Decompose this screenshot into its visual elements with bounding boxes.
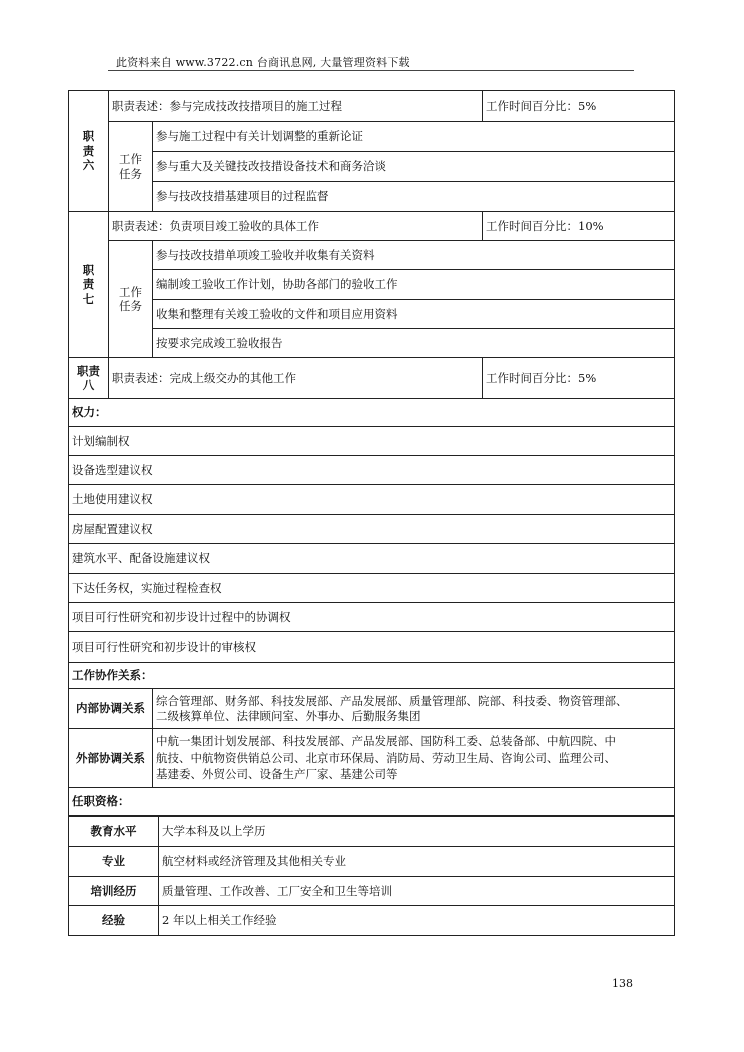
duty-6-label: 职 责 六: [69, 91, 109, 212]
internal-relations-line: 二级核算单位、法律顾问室、外事办、后勤服务集团: [156, 708, 421, 723]
external-relations-line: 中航一集团计划发展部、科技发展部、产品发展部、国防科工委、总装备部、中航四院、中: [156, 733, 616, 748]
duty-6-task-row: [69, 122, 675, 152]
duty-7-time-percentage: 工作时间百分比：10%: [483, 212, 675, 241]
qualification-row: [69, 847, 675, 877]
duty-7-task-label: 工作 任务: [109, 241, 153, 358]
relations-title: 工作协作关系：: [69, 663, 675, 689]
authority-row: [69, 485, 675, 515]
authority-section-header: [69, 399, 675, 427]
education-value: 大学本科及以上学历: [159, 817, 675, 847]
job-description-table: [68, 90, 675, 816]
authority-title: 权力：: [69, 399, 675, 427]
authority-item: 设备选型建议权: [69, 456, 675, 485]
duty-8-label: 职责 八: [69, 358, 109, 399]
experience-value: 2 年以上相关工作经验: [159, 906, 675, 936]
duty-6-task-2: 参与重大及关键技改技措设备技术和商务洽谈: [153, 152, 675, 182]
authority-item: 土地使用建议权: [69, 485, 675, 515]
internal-relations-line: 综合管理部、财务部、科技发展部、产品发展部、质量管理部、院部、科技委、物资管理部、: [156, 694, 628, 709]
authority-item: 下达任务权，实施过程检查权: [69, 574, 675, 603]
duty-7-task-4: 按要求完成竣工验收报告: [153, 329, 675, 358]
authority-row: [69, 544, 675, 574]
duty-7-task-row: [69, 270, 675, 300]
authority-item: 房屋配置建议权: [69, 515, 675, 544]
authority-row: [69, 574, 675, 603]
duty-7-task-2: 编制竣工验收工作计划，协助各部门的验收工作: [153, 270, 675, 300]
authority-item: 项目可行性研究和初步设计过程中的协调权: [69, 603, 675, 632]
duty-7-task-1: 参与技改技措单项竣工验收并收集有关资料: [153, 241, 675, 270]
qualification-row: [69, 877, 675, 906]
duty-7-task-row: [69, 300, 675, 329]
duty-6-summary: 职责表述：参与完成技改技措项目的施工过程: [109, 91, 483, 122]
duty-8-summary: 职责表述：完成上级交办的其他工作: [109, 358, 483, 399]
document-header: 此资料来自 www.3722.cn 台商讯息网, 大量管理资料下载: [116, 56, 410, 69]
experience-label: 经验: [69, 906, 159, 936]
external-relations-content: [153, 729, 675, 788]
authority-row: [69, 632, 675, 663]
relations-section-header: [69, 663, 675, 689]
duty-7-label: 职 责 七: [69, 212, 109, 358]
authority-item: 计划编制权: [69, 427, 675, 456]
external-relations-row: [69, 729, 675, 788]
authority-item: 项目可行性研究和初步设计的审核权: [69, 632, 675, 663]
header-rule: [108, 70, 634, 71]
duty-6-task-1: 参与施工过程中有关计划调整的重新论证: [153, 122, 675, 152]
authority-row: [69, 456, 675, 485]
qualifications-title: 任职资格：: [69, 788, 675, 816]
duty-6-task-3: 参与技改技措基建项目的过程监督: [153, 182, 675, 212]
duty-7-task-row: [69, 329, 675, 358]
internal-relations-row: [69, 689, 675, 729]
duty-6-time-percentage: 工作时间百分比：5%: [483, 91, 675, 122]
training-label: 培训经历: [69, 877, 159, 906]
external-relations-line: 基建委、外贸公司、设备生产厂家、基建公司等: [156, 767, 398, 782]
authority-row: [69, 427, 675, 456]
duty-7-task-3: 收集和整理有关竣工验收的文件和项目应用资料: [153, 300, 675, 329]
authority-row: [69, 515, 675, 544]
qualification-row: [69, 817, 675, 847]
education-label: 教育水平: [69, 817, 159, 847]
internal-relations-content: [153, 689, 675, 729]
qualifications-section-header: [69, 788, 675, 816]
internal-relations-label: 内部协调关系: [69, 689, 153, 729]
duty-7-summary: 职责表述：负责项目竣工验收的具体工作: [109, 212, 483, 241]
authority-item: 建筑水平、配备设施建议权: [69, 544, 675, 574]
external-relations-line: 航技、中航物资供销总公司、北京市环保局、消防局、劳动卫生局、咨询公司、监理公司、: [156, 750, 616, 765]
external-relations-label: 外部协调关系: [69, 729, 153, 788]
duty-8-summary-row: [69, 358, 675, 399]
major-label: 专业: [69, 847, 159, 877]
duty-7-summary-row: [69, 212, 675, 241]
qualifications-table: [68, 816, 675, 936]
duty-6-task-row: [69, 182, 675, 212]
duty-6-task-row: [69, 152, 675, 182]
qualification-row: [69, 906, 675, 936]
training-value: 质量管理、工作改善、工厂安全和卫生等培训: [159, 877, 675, 906]
duty-6-summary-row: [69, 91, 675, 122]
duty-7-task-row: [69, 241, 675, 270]
duty-8-time-percentage: 工作时间百分比：5%: [483, 358, 675, 399]
authority-row: [69, 603, 675, 632]
major-value: 航空材料或经济管理及其他相关专业: [159, 847, 675, 877]
duty-6-task-label: 工作 任务: [109, 122, 153, 212]
page-number: 138: [612, 977, 633, 990]
